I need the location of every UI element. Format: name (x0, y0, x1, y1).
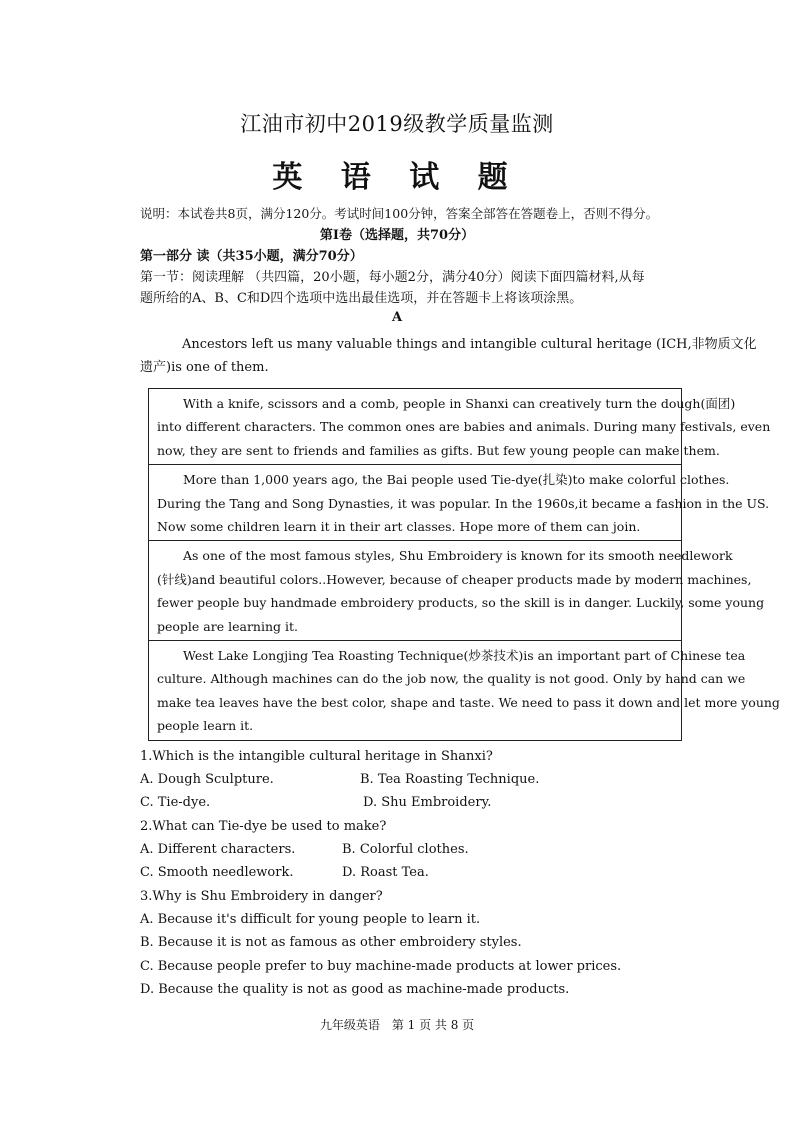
question-3-stem: 3.Why is Shu Embroidery in danger? (140, 889, 383, 904)
text-line: people are learning it. (157, 618, 298, 634)
section-heading-line1: 第一节：阅读理解 （共四篇，20小题，每小题2分，满分40分）阅读下面四篇材料,从每 (140, 270, 645, 285)
question-1-option-c: C. Tie-dye. (140, 795, 211, 810)
question-1-option-b: B. Tea Roasting Technique. (360, 772, 540, 787)
exam-title: 江油市初中2019级教学质量监测 (240, 112, 554, 136)
text-line: (针线)and beautiful colors..However, because of cheaper products made by modern machines, (157, 571, 752, 587)
question-2-option-a: A. Different characters. (140, 842, 296, 857)
question-3-option-b: B. Because it is not as famous as other embroidery styles. (140, 935, 522, 950)
text-line: More than 1,000 years ago, the Bai people used Tie-dye(扎染)to make colorful clothes. (183, 472, 730, 488)
passage-label: A (391, 310, 403, 325)
question-2-option-b: B. Colorful clothes. (342, 842, 469, 857)
section-heading-line2: 题所给的A、B、C和D四个选项中选出最佳选项，并在答题卡上将该项涂黑。 (140, 291, 583, 306)
text-line: make tea leaves have the best color, shape and taste. We need to pass it down and let more young (157, 694, 780, 710)
subject-title: 英 语 试 题 (272, 160, 522, 195)
text-line: into different characters. The common ones are babies and animals. During many festivals, even (157, 419, 771, 435)
text-line: As one of the most famous styles, Shu Embroidery is known for its smooth needlework (183, 548, 733, 564)
question-2-stem: 2.What can Tie-dye be used to make? (140, 819, 387, 834)
passage-cell-tie-dye (149, 464, 770, 540)
question-1-option-a: A. Dough Sculpture. (140, 772, 274, 787)
text-line: West Lake Longjing Tea Roasting Technique(炒茶技术)is an important part of Chinese tea (183, 648, 746, 664)
text-line: people learn it. (157, 718, 254, 734)
text-line: fewer people buy handmade embroidery products, so the skill is in danger. Luckily, some young (157, 595, 765, 611)
question-1-option-d: D. Shu Embroidery. (363, 795, 492, 810)
question-2-option-d: D. Roast Tea. (342, 865, 429, 880)
passage-cell-shu-embroidery (149, 540, 765, 640)
passage-cell-dough (149, 389, 771, 464)
text-line: culture. Although machines can do the job now, the quality is not good. Only by hand can we (157, 671, 746, 687)
passage-table (148, 388, 780, 741)
question-2-option-c: C. Smooth needlework. (140, 865, 294, 880)
question-3-option-c: C. Because people prefer to buy machine-made products at lower prices. (140, 959, 622, 974)
page-footer: 九年级英语 第 1 页 共 8 页 (319, 1018, 475, 1032)
question-3-option-d: D. Because the quality is not as good as machine-made products. (140, 982, 570, 997)
passage-intro-line2: 遗产)is one of them. (140, 360, 269, 375)
passage-intro-line1: Ancestors left us many valuable things and intangible cultural heritage (ICH,非物质文化 (182, 337, 757, 352)
text-line: now, they are sent to friends and families as gifts. But few young people can make them. (157, 442, 720, 458)
text-line: During the Tang and Song Dynasties, it was popular. In the 1960s,it became a fashion in the US. (157, 495, 770, 511)
volume-heading: 第Ⅰ卷（选择题，共70分） (319, 228, 475, 243)
text-line: Now some children learn it in their art classes. Hope more of them can join. (157, 519, 641, 535)
passage-cell-longjing-tea (149, 640, 780, 740)
question-3-option-a: A. Because it's difficult for young people to learn it. (140, 912, 481, 927)
instructions: 说明：本试卷共8页，满分120分。考试时间100分钟，答案全部答在答题卷上，否则不得分。 (140, 206, 659, 221)
text-line: With a knife, scissors and a comb, people in Shanxi can creatively turn the dough(面团) (183, 396, 736, 411)
question-1-stem: 1.Which is the intangible cultural heritage in Shanxi? (140, 749, 493, 764)
part-heading: 第一部分 读（共35小题，满分70分） (140, 249, 363, 264)
